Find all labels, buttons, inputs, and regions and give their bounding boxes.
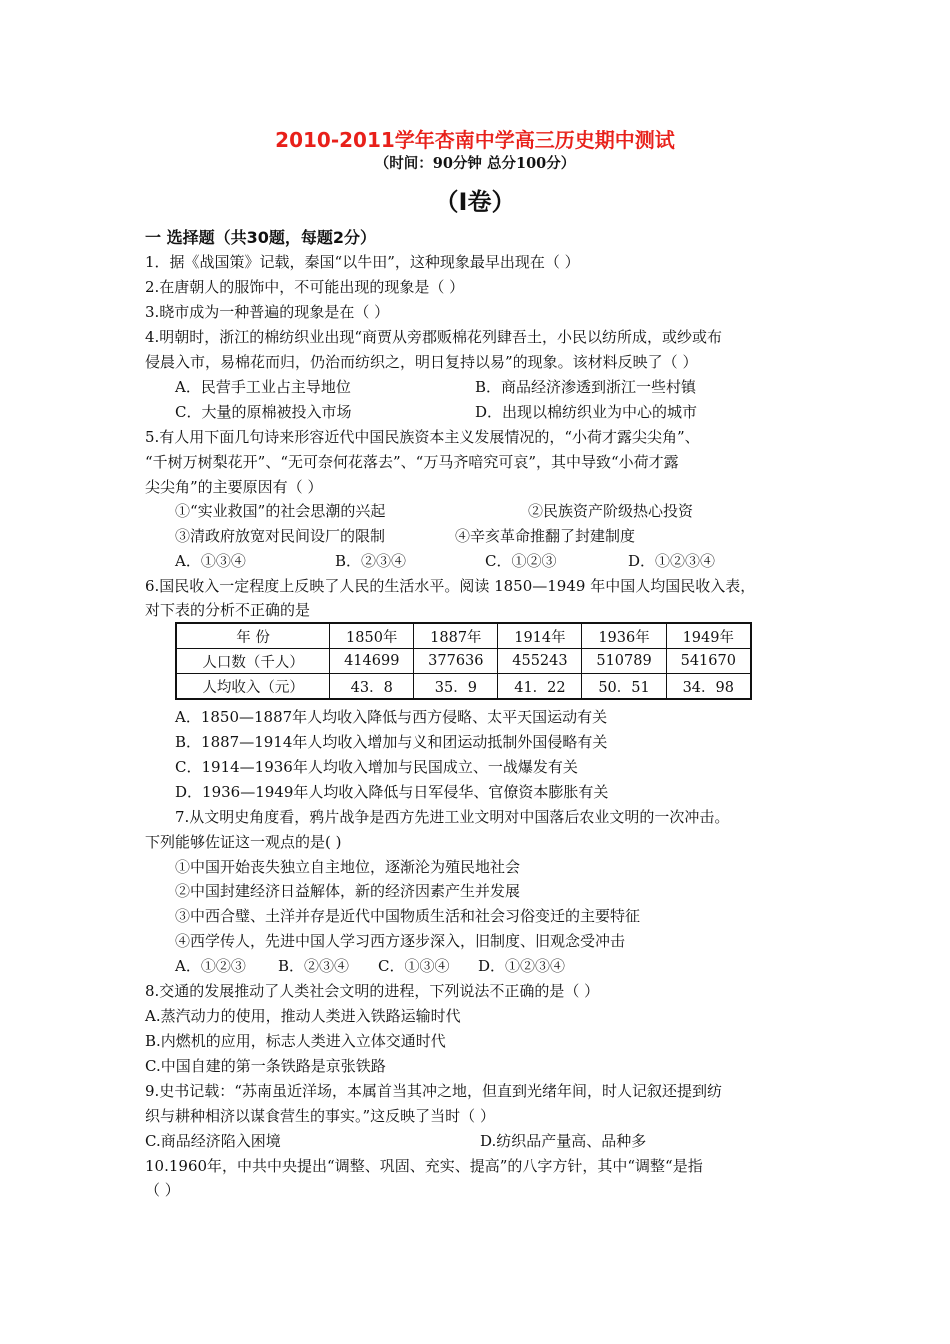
part-heading: 一 选择题（共30题，每题2分）	[145, 228, 376, 247]
table-header-cell: 1914年	[498, 623, 582, 649]
q7-statement-1: ①中国开始丧失独立自主地位，逐渐沦为殖民地社会	[175, 858, 521, 876]
table-cell: 510789	[582, 649, 666, 674]
q7-option-c: C．①③④	[378, 957, 450, 975]
table-cell: 414699	[330, 649, 414, 674]
q7-statement-4: ④西学传人，先进中国人学习西方逐步深入，旧制度、旧观念受冲击	[175, 932, 626, 950]
q5-option-b: B．②③④	[335, 552, 407, 570]
question-9-stem-line-2: 织与耕种相济以谋食营生的事实。”这反映了当时（ ）	[145, 1107, 495, 1125]
q5-option-a: A．①③④	[175, 552, 246, 570]
question-7-stem-line-1: 7.从文明史角度看，鸦片战争是西方先进工业文明对中国落后农业文明的一次冲击。	[175, 808, 730, 826]
question-4-options-ab	[175, 377, 840, 397]
q4-option-a: A．民营手工业占主导地位	[175, 378, 351, 396]
q7-option-b: B．②③④	[278, 957, 350, 975]
exam-title: 2010-2011学年杏南中学高三历史期中测试	[275, 128, 675, 152]
table-cell: 455243	[498, 649, 582, 674]
q5-option-d: D．①②③④	[628, 552, 716, 570]
exam-subtitle: （时间：90分钟 总分100分）	[374, 155, 576, 172]
question-4-options-cd	[175, 402, 840, 422]
q5-option-c: C．①②③	[485, 552, 557, 570]
q8-option-c: C.中国自建的第一条铁路是京张铁路	[145, 1057, 386, 1075]
question-9-stem-line-1: 9.史书记载：“苏南虽近洋场，本属首当其冲之地，但直到光绪年间，时人记叙还提到纺	[145, 1082, 722, 1100]
question-5-stem-line-1: 5.有人用下面几句诗来形容近代中国民族资本主义发展情况的，“小荷才露尖尖角”、	[145, 428, 700, 446]
q5-statement-1: ①“实业救国”的社会思潮的兴起	[175, 502, 386, 520]
q5-statement-2: ②民族资产阶级热心投资	[528, 502, 694, 520]
question-6-stem-line-1: 6.国民收入一定程度上反映了人民的生活水平。阅读 1850—1949 年中国人均国民收入表，	[145, 577, 756, 595]
question-5-stem-line-3: 尖尖角”的主要原因有（ ）	[145, 478, 323, 496]
q8-option-b: B.内燃机的应用，标志人类进入立体交通时代	[145, 1032, 446, 1050]
question-10-stem-line-1: 10.1960年，中共中央提出“调整、巩固、充实、提高”的八字方针，其中“调整“是指	[145, 1157, 703, 1175]
q7-option-d: D．①②③④	[478, 957, 566, 975]
q9-option-c: C.商品经济陷入困境	[145, 1132, 281, 1150]
table-cell: 377636	[414, 649, 498, 674]
q6-option-a: A．1850—1887年人均收入降低与西方侵略、太平天国运动有关	[175, 708, 608, 726]
question-5-stem-line-2: “千树万树梨花开”、“无可奈何花落去”、“万马齐喑究可哀”，其中导致“小荷才露	[145, 453, 679, 471]
question-4-stem-line-2: 侵晨入市，易棉花而归，仍治而纺织之，明日复持以易”的现象。该材料反映了（ ）	[145, 353, 698, 371]
income-table	[175, 622, 752, 700]
q8-option-a: A.蒸汽动力的使用，推动人类进入铁路运输时代	[145, 1007, 461, 1025]
q4-option-c: C．大量的原棉被投入市场	[175, 403, 352, 421]
table-header-cell: 1850年	[330, 623, 414, 649]
q7-option-a: A．①②③	[175, 957, 246, 975]
table-header-row	[176, 623, 751, 649]
table-cell: 43．8	[330, 674, 414, 700]
table-header-cell: 1887年	[414, 623, 498, 649]
q6-option-c: C．1914—1936年人均收入增加与民国成立、一战爆发有关	[175, 758, 578, 776]
q4-option-d: D．出现以棉纺织业为中心的城市	[475, 403, 698, 421]
table-cell: 35．9	[414, 674, 498, 700]
table-cell: 41．22	[498, 674, 582, 700]
table-header-cell: 1949年	[666, 623, 751, 649]
question-2: 2.在唐朝人的服饰中，不可能出现的现象是（ ）	[145, 278, 465, 296]
q6-option-b: B．1887—1914年人均收入增加与义和团运动抵制外国侵略有关	[175, 733, 608, 751]
question-7-stem-line-2: 下列能够佐证这一观点的是( )	[145, 833, 342, 851]
table-row	[176, 674, 751, 700]
table-cell: 人口数（千人）	[176, 649, 330, 674]
table-cell: 50．51	[582, 674, 666, 700]
table-header-cell: 1936年	[582, 623, 666, 649]
question-6-stem-line-2: 对下表的分析不正确的是	[145, 601, 311, 619]
q7-statement-3: ③中西合璧、土洋并存是近代中国物质生活和社会习俗变迁的主要特征	[175, 907, 641, 925]
q4-option-b: B．商品经济渗透到浙江一些村镇	[475, 378, 697, 396]
table-cell: 34．98	[666, 674, 751, 700]
q5-statement-4: ④辛亥革命推翻了封建制度	[455, 527, 636, 545]
q6-option-d: D．1936—1949年人均收入降低与日军侵华、官僚资本膨胀有关	[175, 783, 609, 801]
table-header-cell: 年 份	[176, 623, 330, 649]
section-title: （Ⅰ卷）	[434, 188, 516, 216]
question-5-statements-12	[175, 501, 840, 521]
q7-statement-2: ②中国封建经济日益解体，新的经济因素产生并发展	[175, 882, 521, 900]
q5-statement-3: ③清政府放宽对民间设厂的限制	[175, 527, 386, 545]
question-10-stem-line-2: （ ）	[145, 1181, 180, 1199]
table-cell: 541670	[666, 649, 751, 674]
question-3: 3.晓市成为一种普遍的现象是在（ ）	[145, 303, 390, 321]
table-cell: 人均收入（元）	[176, 674, 330, 700]
q9-option-d: D.纺织品产量高、品种多	[480, 1132, 647, 1150]
question-4-stem-line-1: 4.明朝时，浙江的棉纺织业出现“商贾从旁郡贩棉花列肆吾土，小民以纺所成，或纱或布	[145, 328, 722, 346]
question-8-stem: 8.交通的发展推动了人类社会文明的进程，下列说法不正确的是（ ）	[145, 982, 600, 1000]
question-5-statements-34	[175, 526, 840, 546]
table-row	[176, 649, 751, 674]
question-1: 1．据《战国策》记载，秦国“以牛田”，这种现象最早出现在（ ）	[145, 253, 580, 271]
question-9-options-cd	[145, 1131, 810, 1151]
